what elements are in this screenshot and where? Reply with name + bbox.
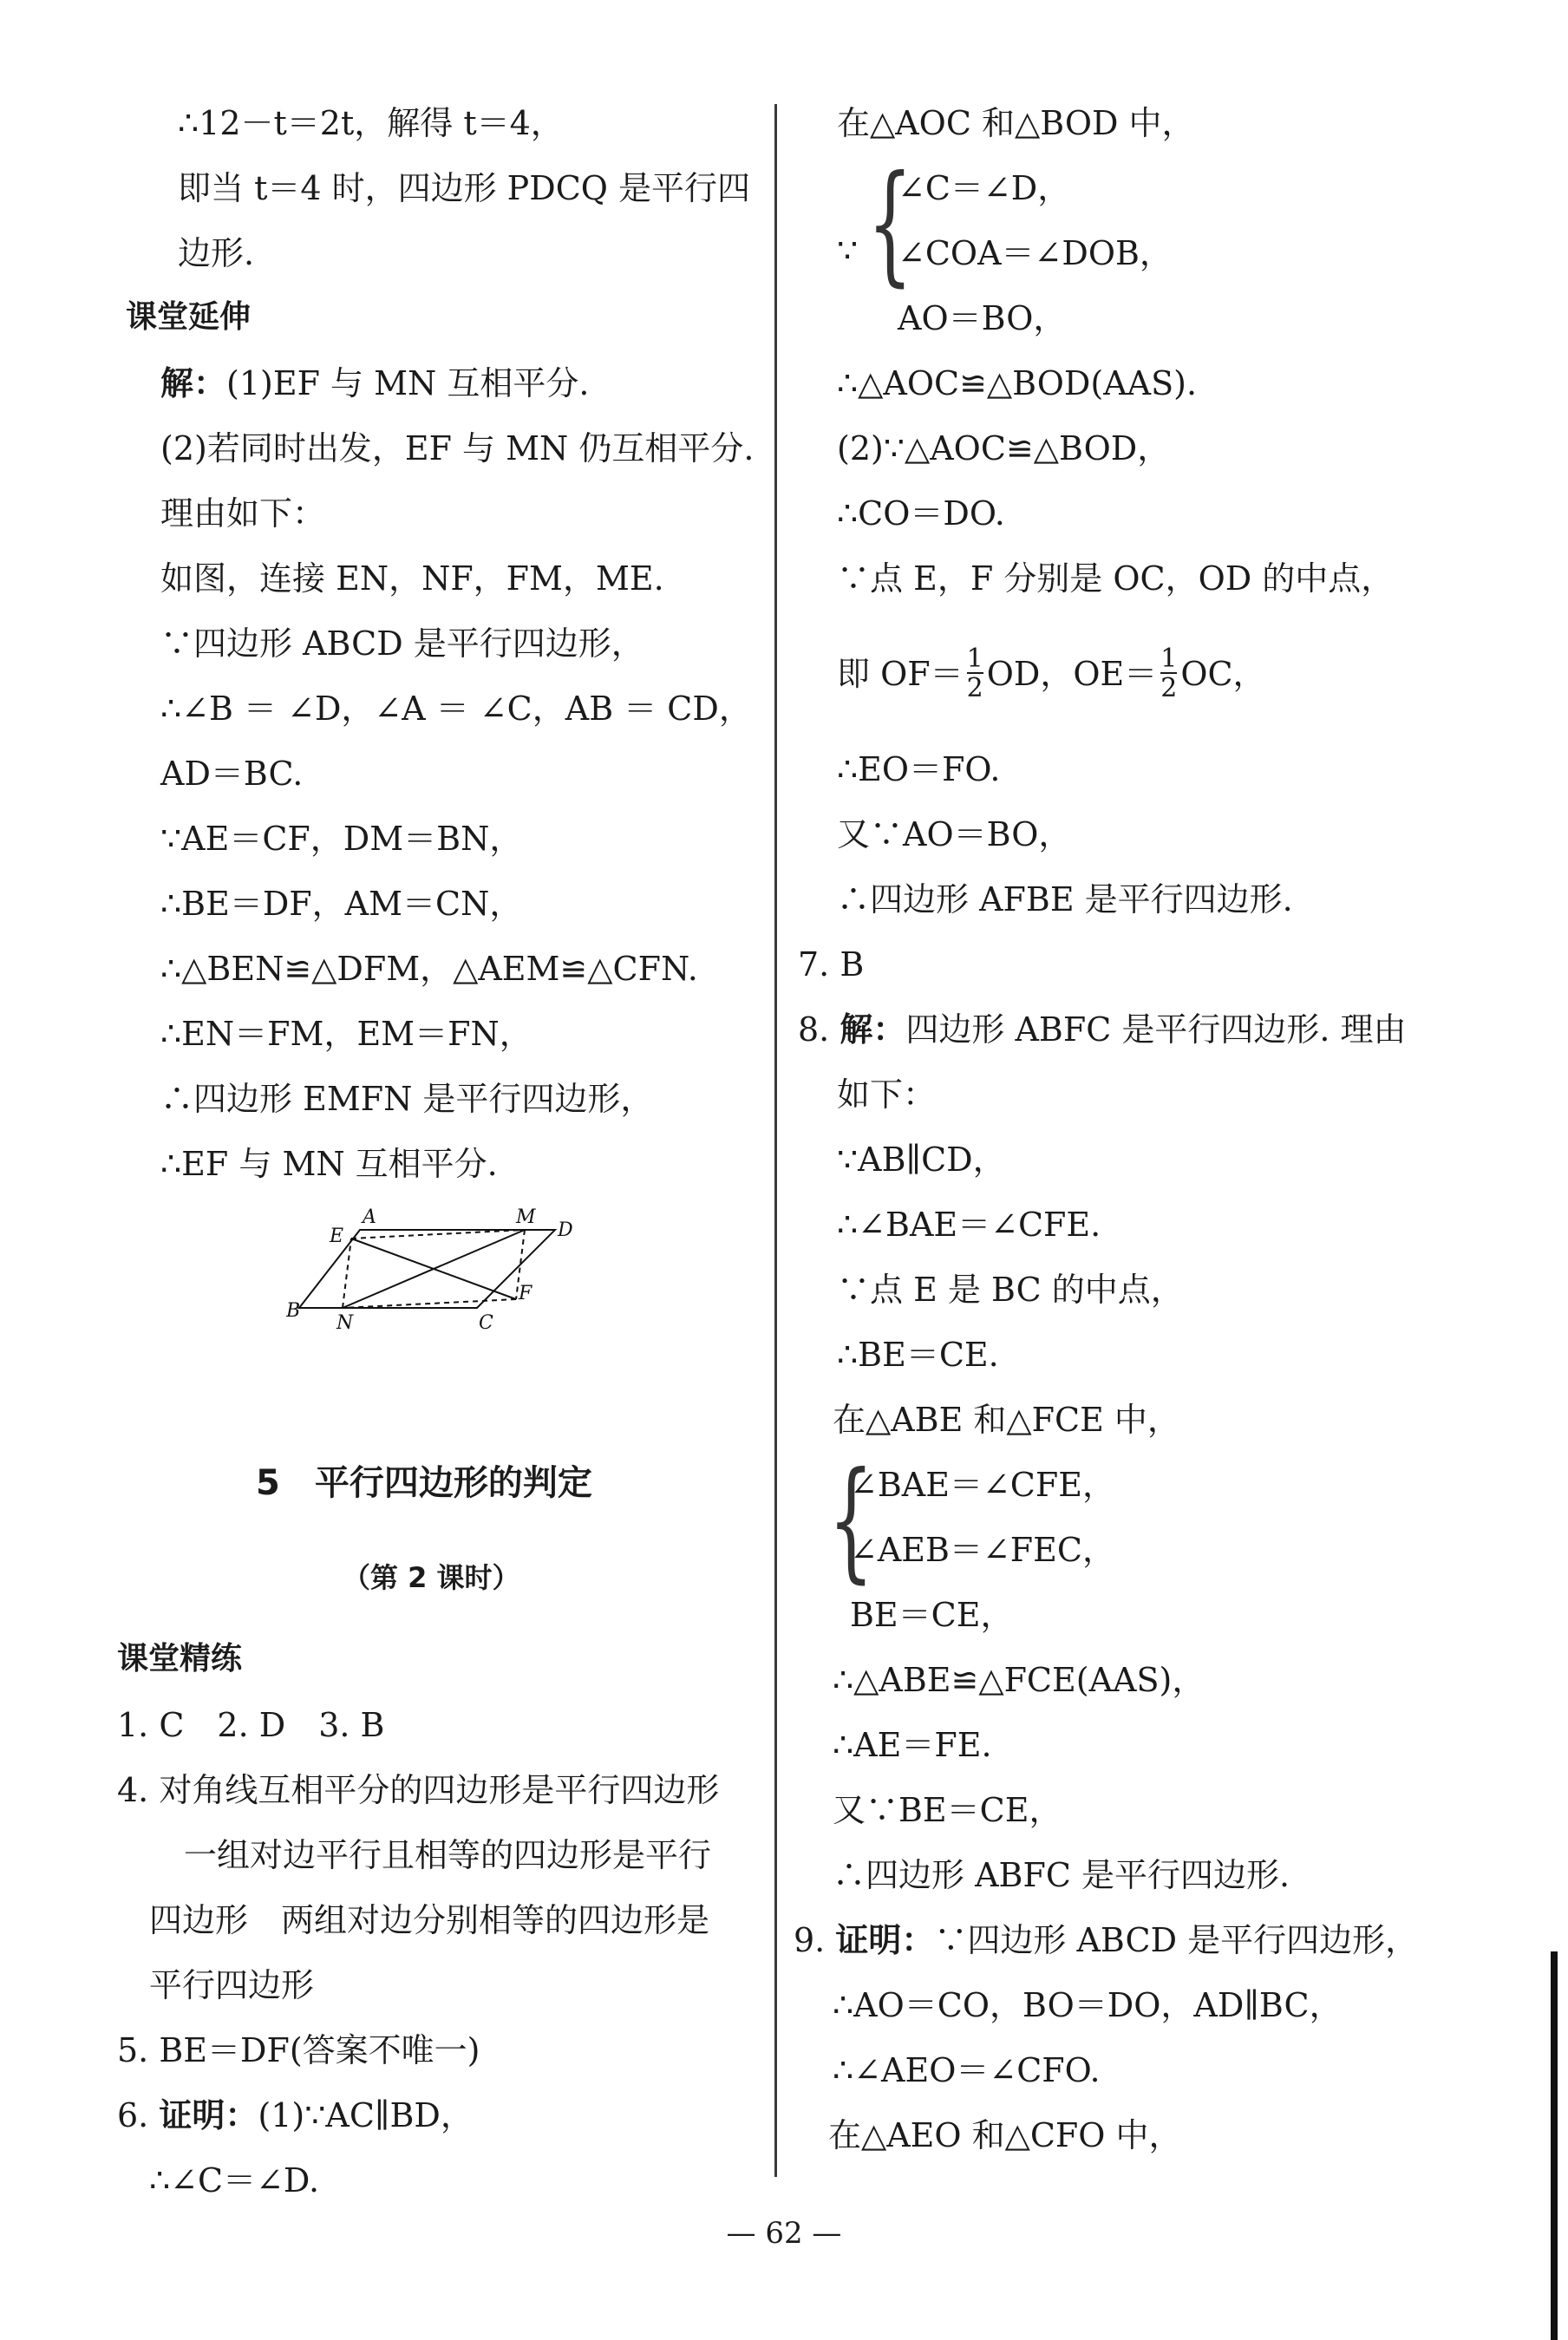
proof-line: ∴AE＝FE. xyxy=(833,1726,992,1764)
solution-line: 边形. xyxy=(178,234,255,272)
proof-line-fraction: 即 OF＝ 1 2 OD，OE＝ 1 2 OC， xyxy=(837,644,1266,703)
solution-label: 解： xyxy=(840,1010,906,1049)
proof-line: ∴△AOC≌△BOD(AAS). xyxy=(837,364,1198,402)
answer-line: 一组对边平行且相等的四边形是平行 xyxy=(184,1836,712,1874)
segment-ne xyxy=(343,1239,351,1308)
page-number: — 62 — xyxy=(726,2216,842,2251)
label-d: D xyxy=(558,1219,573,1241)
answer-line: 9. 证明：∵四边形 ABCD 是平行四边形， xyxy=(794,1921,1419,1959)
solution-line: (2)若同时出发，EF 与 MN 仍互相平分. xyxy=(160,429,755,467)
answer-line: 平行四边形 xyxy=(149,1966,315,2004)
solution-label: 解： xyxy=(160,364,227,402)
proof-line: ∴CO＝DO. xyxy=(837,494,1005,533)
proof-line: ∵点 E 是 BC 的中点， xyxy=(837,1271,1184,1309)
proof-line: 如下： xyxy=(837,1075,937,1114)
proof-label: 证明： xyxy=(835,1921,935,1959)
solution-line: ∴BE＝DF，AM＝CN， xyxy=(160,885,523,923)
section-title: 5 平行四边形的判定 xyxy=(256,1463,592,1503)
answer-line: 6. 证明：(1)∵AC∥BD， xyxy=(117,2096,474,2134)
condition-line: ∠C＝∠D， xyxy=(898,169,1071,207)
condition-line: ∠COA＝∠DOB， xyxy=(898,234,1173,272)
solution-line: 解：(1)EF 与 MN 互相平分. xyxy=(160,364,590,402)
column-divider xyxy=(774,104,777,2177)
label-c: C xyxy=(479,1312,493,1334)
label-f: F xyxy=(519,1283,532,1304)
condition-line: BE＝CE， xyxy=(850,1596,1014,1634)
segment-fn xyxy=(343,1299,516,1308)
solution-line: 理由如下： xyxy=(160,494,326,533)
proof-line: 在△ABE 和△FCE 中， xyxy=(833,1401,1180,1439)
fraction-half: 1 2 xyxy=(966,644,983,703)
condition-line: ∠AEB＝∠FEC， xyxy=(850,1531,1115,1569)
answer-line: 8. 解：四边形 ABFC 是平行四边形. 理由 xyxy=(798,1010,1407,1049)
answer-line: 四边形 两组对边分别相等的四边形是 xyxy=(149,1901,710,1939)
segment-em xyxy=(351,1230,525,1239)
proof-line: ∴四边形 ABFC 是平行四边形. xyxy=(833,1856,1290,1894)
proof-line: ∴EO＝FO. xyxy=(837,750,1001,788)
proof-line: ∴四边形 AFBE 是平行四边形. xyxy=(837,880,1293,918)
lesson-subtitle: （第 2 课时） xyxy=(343,1561,520,1594)
proof-label: 证明： xyxy=(159,2096,258,2134)
label-e: E xyxy=(330,1226,344,1247)
solution-line: 如图，连接 EN，NF，FM，ME. xyxy=(160,559,664,598)
condition-line: AO＝BO， xyxy=(898,299,1067,337)
proof-line: ∴∠AEO＝∠CFO. xyxy=(833,2051,1101,2089)
proof-line: 在△AEO 和△CFO 中， xyxy=(828,2116,1182,2154)
page-edge-bar xyxy=(1551,1951,1558,2340)
proof-line: 又∵AO＝BO， xyxy=(837,815,1072,853)
proof-line: ∴AO＝CO，BO＝DO，AD∥BC， xyxy=(833,1986,1343,2024)
proof-line: ∴BE＝CE. xyxy=(837,1336,999,1374)
proof-line: ∵AB∥CD， xyxy=(837,1141,1006,1179)
fraction-half: 1 2 xyxy=(1160,644,1178,703)
solution-line: ∴△BEN≌△DFM，△AEM≌△CFN. xyxy=(160,950,698,988)
answer-line: 4. 对角线互相平分的四边形是平行四边形 xyxy=(117,1771,720,1809)
solution-line: 即当 t＝4 时，四边形 PDCQ 是平行四 xyxy=(178,169,751,207)
label-b: B xyxy=(286,1300,301,1322)
solution-line: ∴四边形 EMFN 是平行四边形， xyxy=(160,1080,654,1118)
solution-line: ∴∠B ＝ ∠D，∠A ＝ ∠C，AB ＝ CD， xyxy=(160,690,752,728)
solution-line: ∴12－t＝2t，解得 t＝4， xyxy=(178,104,564,142)
proof-line: ∵点 E，F 分别是 OC，OD 的中点， xyxy=(837,559,1395,598)
proof-line: ∴△ABE≌△FCE(AAS)， xyxy=(833,1661,1205,1699)
condition-line: ∠BAE＝∠CFE， xyxy=(850,1466,1115,1504)
proof-line: ∴∠BAE＝∠CFE. xyxy=(837,1206,1101,1244)
parallelogram-figure xyxy=(286,1197,581,1353)
proof-line: 在△AOC 和△BOD 中， xyxy=(837,104,1195,142)
proof-line: (2)∵△AOC≌△BOD， xyxy=(837,429,1171,467)
solution-line: ∵AE＝CF，DM＝BN， xyxy=(160,820,523,858)
solution-line: ∴EN＝FM，EM＝FN， xyxy=(160,1015,532,1053)
section-heading-practice: 课堂精练 xyxy=(117,1641,243,1677)
label-m: M xyxy=(516,1206,536,1228)
label-a: A xyxy=(363,1206,376,1228)
because-symbol: ∵ xyxy=(837,232,859,270)
label-n: N xyxy=(336,1312,354,1334)
solution-line: ∵四边形 ABCD 是平行四边形， xyxy=(160,624,644,663)
answer-line: 7. B xyxy=(798,945,865,984)
segment-mn xyxy=(343,1230,525,1308)
solution-line: ∴EF 与 MN 互相平分. xyxy=(160,1145,498,1183)
brace-icon: { xyxy=(828,1445,874,1596)
solution-line: AD＝BC. xyxy=(160,755,304,793)
answer-line: 5. BE＝DF(答案不唯一) xyxy=(117,2031,480,2069)
answer-line: ∴∠C＝∠D. xyxy=(149,2161,320,2199)
section-heading-extension: 课堂延伸 xyxy=(126,299,252,335)
proof-line: 又∵BE＝CE， xyxy=(833,1791,1062,1829)
brace-icon: { xyxy=(867,148,913,299)
answer-line: 1. C 2. D 3. B xyxy=(117,1706,385,1744)
